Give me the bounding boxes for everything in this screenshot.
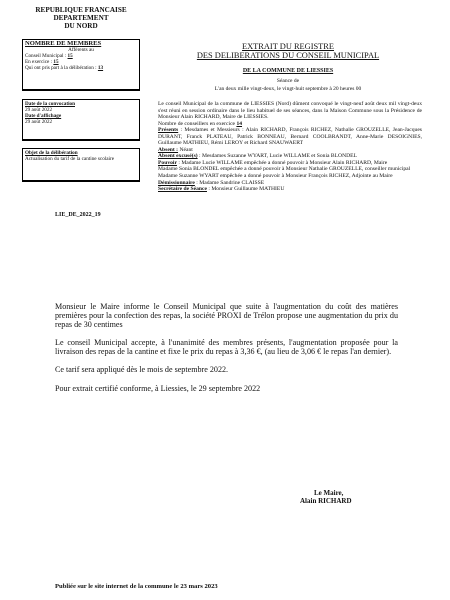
object-label: Objet de la délibération: [25, 150, 78, 156]
signature-name: Alain RICHARD: [300, 497, 352, 505]
exercice-value: 15: [53, 59, 59, 65]
nombre-label: Nombre de conseillers en exercice: [158, 120, 237, 127]
dates-box: [22, 99, 140, 141]
paragraph-4: Pour extrait certifié conforme, à Liessies, le 29 septembre 2022: [55, 383, 261, 393]
republic-header: [22, 6, 140, 30]
afferents-label: Afférents au: [68, 47, 94, 53]
pris-part-label: Qui ont pris part à la délibération :: [25, 65, 98, 71]
absent-label: Absent :: [158, 146, 179, 153]
departement-line: DEPARTEMENT: [53, 14, 109, 22]
affichage-label: Date d'affichage: [25, 113, 62, 119]
session-details: [158, 101, 422, 193]
pouvoir-line-2: Madame Sonia BLONDEL empêchée a donné pouvoir à Monsieur Nathalie GROUZELLE, conseiller municipal: [158, 166, 411, 173]
presents-text: : Mesdames et Messieurs : Alain RICHARD, François RICHEZ, Nathalie GROUZELLE, Jean-Jacques DURANT, Franck PLATEAU, Patrick BONNEAU, Bernard COOLBRANDT, Anne-Marie DESOIGNIES, Guillaume MATHIEU, Rémi LEROY et Richard SNAUWAERT: [158, 127, 422, 147]
deliberation-text: [55, 302, 398, 402]
deliberation-reference: LIE_DE_2022_19: [55, 212, 101, 218]
members-title: NOMBRE DE MEMBRES: [25, 40, 102, 47]
paragraph-3: Ce tarif sera appliqué dès le mois de septembre 2022.: [55, 365, 229, 375]
secretaire-label: Secrétaire de Séance: [158, 186, 207, 193]
republique-line: REPUBLIQUE FRANCAISE: [35, 6, 127, 14]
commune-title: DE LA COMMUNE DE LIESSIES: [242, 68, 334, 74]
seance-date: L'an deux mille vingt-deux, le vingt-huit septembre à 20 heures 00: [214, 86, 362, 92]
convocation-value: 29 août 2022: [25, 107, 53, 113]
demission-label: Démissionnaire: [158, 179, 195, 186]
nombre-value: 14: [236, 120, 243, 127]
signature-title: Le Maire,: [314, 489, 344, 497]
extract-line1: EXTRAIT DU REGISTRE: [242, 42, 334, 51]
affichage-value: 29 août 2022: [25, 119, 53, 125]
pouvoir-text-1: : Madame Lucie WILLAME empêchée a donné pouvoir à Monsieur Alain RICHARD, Maire: [176, 159, 388, 166]
demission-text: : Madame Sandrine CLAISSE: [194, 179, 265, 186]
convocation-label: Date de la convocation: [25, 101, 75, 107]
conseil-label: Conseil Municipal :: [25, 53, 68, 59]
seance-label: Séance de: [276, 78, 300, 84]
signature-block: [300, 489, 352, 505]
pouvoir-line-3: Madame Suzanne WYART empêchée a donné pouvoir à Monsieur François RICHEZ, Adjointe au Maire: [158, 173, 393, 180]
excuses-label: Absent excusé(s): [158, 153, 198, 160]
conseil-value: 15: [67, 53, 73, 59]
object-box: [22, 148, 140, 182]
intro-paragraph: Le conseil Municipal de la commune de LIESSIES (Nord) dûment convoqué le vingt-neuf août deux mil vingt-deux s'est réuni en session ordinaire dans le lieu habituel de ses séances, dans la Maison Commune sous la Présidence de Monsieur Alain RICHARD, Maire de LIESSIES.: [158, 101, 422, 121]
secretaire-line: [158, 186, 422, 193]
du-nord-line: DU NORD: [64, 22, 98, 30]
pris-part-value: 13: [97, 65, 104, 71]
secretaire-text: : Monsieur Guillaume MATHIEU: [206, 186, 285, 193]
pouvoir-label: Pouvoir: [158, 159, 177, 166]
paragraph-1: Monsieur le Maire informe le Conseil Municipal que suite à l'augmentation du coût des matières premières pour la confection des repas, la société PROXI de Trélon propose une augmentation du prix du repas de 30 centimes: [55, 302, 398, 330]
extract-line2: DES DELIBERATIONS DU CONSEIL MUNICIPAL: [196, 51, 380, 60]
extract-title: [158, 42, 418, 60]
pris-part-line: [25, 65, 137, 71]
presents-line: [158, 127, 422, 147]
exercice-label: En exercice :: [25, 59, 54, 65]
paragraph-2: Le conseil Municipal accepte, à l'unanimité des membres présents, l'augmentation proposée pour la livraison des repas de la cantine et fixe le prix du repas à 3,36 €, (au lieu de 3,06 € le repas l'an dernier).: [55, 338, 398, 357]
presents-label: Présents: [158, 127, 179, 134]
absent-text: Néant: [178, 146, 193, 153]
members-box: [22, 39, 140, 91]
excuses-text: : Mesdames Suzanne WYART, Lucie WILLAME et Sonia BLONDEL: [197, 153, 357, 160]
publication-note: Publiée sur le site internet de la commune le 23 mars 2023: [55, 583, 218, 590]
object-value: Actualisation du tarif de la cantine scolaire: [25, 156, 115, 162]
